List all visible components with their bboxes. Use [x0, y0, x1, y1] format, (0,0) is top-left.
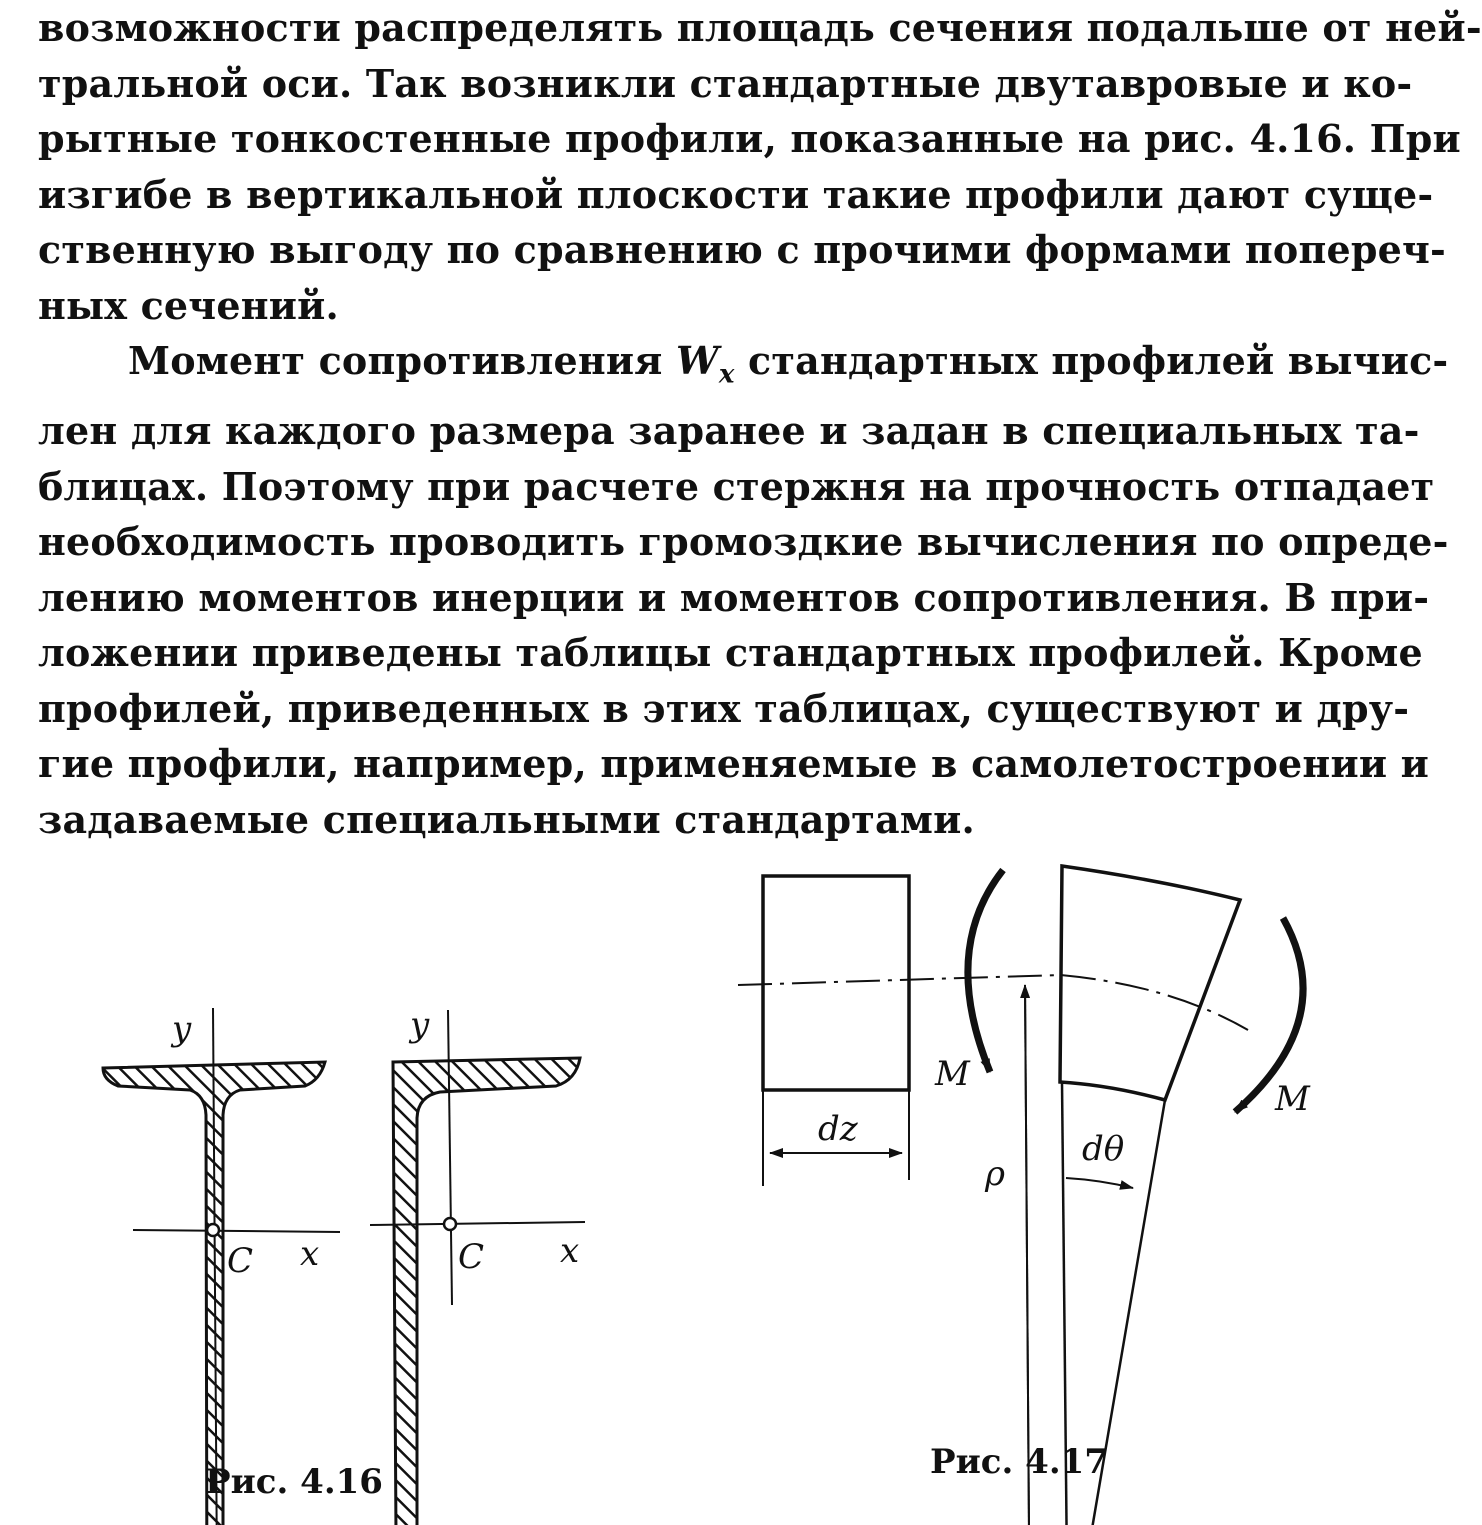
- text-line: лен для каждого размера заранее и задан в специальных та-: [38, 408, 1420, 454]
- undeformed-element: [763, 876, 909, 1090]
- channel-section: [393, 1058, 582, 1525]
- ibeam-centroid: [207, 1224, 219, 1236]
- text-line: возможности распределять площадь сечения подальше от ней-: [38, 5, 1482, 50]
- text-line: блицах. Поэтому при расчете стержня на прочность отпадает: [38, 463, 1435, 509]
- math-w: W: [676, 338, 719, 383]
- ibeam-x-axis: [133, 1230, 340, 1232]
- text-fragment: Момент сопротивления: [128, 338, 677, 383]
- channel-label-c: C: [458, 1237, 485, 1277]
- neutral-axis: [738, 975, 1248, 1030]
- text-line: лению моментов инерции и моментов сопротивления. В при-: [38, 574, 1430, 620]
- beam-element-diagram: [738, 866, 1311, 1525]
- deformed-element: [1060, 866, 1240, 1100]
- figure-4-16-caption: Рис. 4.16: [205, 1462, 383, 1502]
- math-subscript: x: [718, 359, 735, 390]
- label-dz: dz: [818, 1109, 858, 1149]
- ibeam-label-y: y: [172, 1009, 192, 1049]
- label-m-left: M: [935, 1054, 970, 1094]
- text-line: задаваемые специальными стандартами.: [38, 796, 975, 842]
- text-line: рытные тонкостенные профили, показанные на рис. 4.16. При: [38, 116, 1461, 161]
- text-line: ных сечений.: [38, 282, 339, 328]
- channel-label-x: x: [560, 1231, 580, 1271]
- dtheta-arc: [1066, 1178, 1133, 1188]
- moment-left-arrow: [968, 870, 1003, 1072]
- label-rho: ρ: [985, 1154, 1005, 1194]
- channel-label-y: y: [410, 1005, 430, 1045]
- ibeam-label-x: x: [300, 1234, 320, 1274]
- channel-profile: [370, 1005, 585, 1525]
- text-line: гие профили, например, применяемые в самолетостроении и: [38, 741, 1430, 787]
- label-m-right: M: [1275, 1079, 1310, 1119]
- text-line: профилей, приведенных в этих таблицах, существуют и дру-: [38, 685, 1410, 731]
- text-line: необходимость проводить громоздкие вычисления по опреде-: [38, 519, 1449, 565]
- ibeam-section: [103, 1062, 332, 1525]
- text-fragment: стандартных профилей вычис-: [734, 338, 1449, 383]
- figure-4-17-caption: Рис. 4.17: [930, 1442, 1108, 1482]
- ibeam-label-c: C: [227, 1241, 254, 1281]
- label-dtheta: dθ: [1082, 1129, 1125, 1169]
- text-line: ложении приведены таблицы стандартных профилей. Кроме: [38, 630, 1423, 676]
- ibeam-profile: [103, 1008, 340, 1525]
- text-line: изгибе в вертикальной плоскости такие профили дают суще-: [38, 171, 1434, 217]
- channel-centroid: [444, 1218, 456, 1230]
- channel-y-axis: [448, 1010, 452, 1305]
- text-line: тральной оси. Так возникли стандартные двутавровые и ко-: [38, 60, 1413, 106]
- text-line: ственную выгоду по сравнению с прочими формами попереч-: [38, 227, 1446, 272]
